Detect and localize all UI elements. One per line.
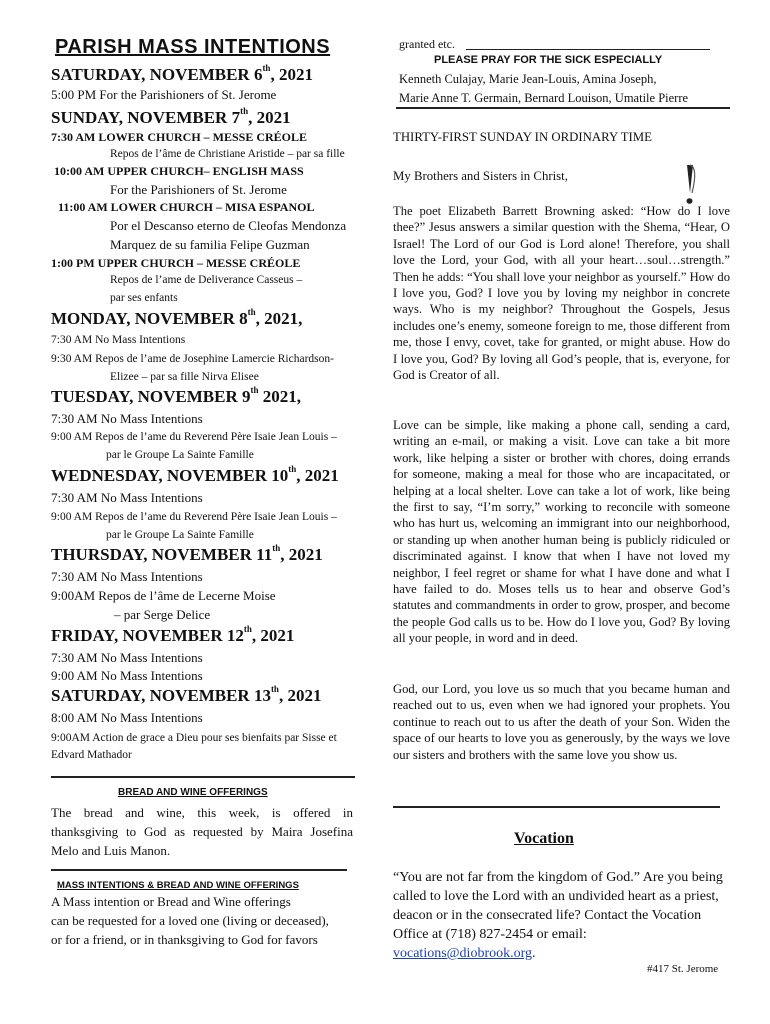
mass-entry: 8:00 AM No Mass Intentions — [51, 710, 203, 725]
divider — [396, 107, 730, 109]
day-heading: THURSDAY, NOVEMBER 11th, 2021 — [51, 543, 323, 564]
mass-intention: – par Serge Delice — [114, 607, 211, 622]
mass-intention: For the Parishioners of St. Jerome — [110, 182, 287, 197]
mass-intention: Repos de l’ame de Deliverance Casseus – — [110, 274, 303, 286]
mass-entry: 1:00 PM UPPER CHURCH – MESSE CRÉOLE — [51, 256, 301, 270]
day-heading: WEDNESDAY, NOVEMBER 10th, 2021 — [51, 464, 339, 485]
divider — [393, 806, 720, 808]
mass-intentions-line: can be requested for a loved one (living or deceased), — [51, 913, 329, 928]
sick-heading: PLEASE PRAY FOR THE SICK ESPECIALLY — [434, 54, 663, 66]
mass-entry: 5:00 PM For the Parishioners of St. Jerome — [51, 87, 277, 102]
day-heading: MONDAY, NOVEMBER 8th, 2021, — [51, 307, 303, 328]
mass-entry: 7:30 AM No Mass Intentions — [51, 411, 203, 426]
reflection-paragraph: God, our Lord, you love us so much that you became human and reached out to us, even when we had ignored your prophets. You continue to reach out to us after the death of your Son. Widen the space of our hearts to love you as generously, by the ways we love our sisters and brothers with the same love you show us. — [393, 682, 730, 762]
bread-wine-line: thanksgiving to God as requested by Maira Josefina — [51, 824, 353, 839]
mass-intentions-line: A Mass intention or Bread and Wine offerings — [51, 894, 291, 909]
mass-entry: 9:00 AM Repos de l’ame du Reverend Père Isaie Jean Louis – — [51, 431, 337, 443]
mass-entry: 10:00 AM UPPER CHURCH– ENGLISH MASS — [54, 164, 304, 178]
mass-entry: 7:30 AM LOWER CHURCH – MESSE CRÉOLE — [51, 130, 308, 144]
mass-intention: Marquez de su familia Felipe Guzman — [110, 237, 310, 252]
mass-intention: Por el Descanso eterno de Cleofas Mendonza — [110, 218, 347, 233]
mass-intention: par le Groupe La Sainte Famille — [106, 529, 254, 541]
day-heading: SATURDAY, NOVEMBER 6th, 2021 — [51, 63, 313, 84]
divider — [51, 776, 355, 778]
vocation-heading: Vocation — [514, 830, 574, 847]
bread-wine-line: Melo and Luis Manon. — [51, 843, 171, 858]
reflection-greeting: My Brothers and Sisters in Christ, — [393, 169, 568, 183]
mass-entry: 9:00AM Repos de l’âme de Lecerne Moise — [51, 588, 276, 603]
vocation-text — [393, 868, 723, 963]
mass-intention: par le Groupe La Sainte Famille — [106, 449, 254, 461]
continued-text: granted etc. — [399, 37, 455, 51]
vocation-body: “You are not far from the kingdom of God.” Are you being called to love the Lord with an undivided heart as a priest, deacon or in the consecrated life? Contact the Vocation Office at (718) 827-2454 or email: — [393, 870, 723, 942]
reflection-paragraph: Love can be simple, like making a phone call, sending a card, writing an e-mail, or making a visit. Love can take a bit more work, like helping a sister or brother with chores, doing errands for someone, making a meal for those who are incapacitated, or helping at a local shelter. Love can take a lot of work, like being the first to say, “I’m sorry,” working to reconcile with someone who has hurt us, welcoming an immigrant into our neighborhood, or standing up when another human being is publicly ridiculed or discriminated against. I know that when I have not loved my neighbor, I feel regret or shame for what I have done and what I have failed to do. Moses tells us to hear and observe God’s statutes and commandments in order to grow, prosper, and become the people God calls us to be. How do I love you, God? By loving all your people, in word and in deed. — [393, 418, 730, 646]
mass-intention: Edvard Mathador — [51, 749, 132, 761]
page-footer: #417 St. Jerome — [647, 963, 719, 975]
page-title: PARISH MASS INTENTIONS — [55, 36, 331, 58]
reflection-paragraph: The poet Elizabeth Barrett Browning asked: “How do I love thee?” Jesus answers a similar question with the Shema, “Hear, O Israel! The Lord of our God is Lord alone! Therefore, you shall love the Lord, your God, with all your heart…soul…strength.” Then he adds: “You shall love your neighbor as yourself.” How do I love you, God? I love you by loving my neighbor in concrete ways. Who is my neighbor? Throughout the Gospels, Jesus includes one’s enemy, someone foreign to me, those different from me, those I envy, covet, take for granted, or might abuse. How do I love you, God? By loving all God’s people, that is, everyone, for God is Creator of all. — [393, 204, 730, 383]
day-heading: SATURDAY, NOVEMBER 13th, 2021 — [51, 684, 322, 705]
mass-entry: 7:30 AM No Mass Intentions — [51, 334, 186, 346]
mass-entry: 9:00 AM No Mass Intentions — [51, 668, 203, 683]
mass-entry: 7:30 AM No Mass Intentions — [51, 569, 203, 584]
mass-entry: 7:30 AM No Mass Intentions — [51, 650, 203, 665]
bread-wine-heading: BREAD AND WINE OFFERINGS — [118, 787, 268, 798]
mass-intention: par ses enfants — [110, 292, 178, 304]
divider — [51, 869, 347, 871]
sick-names: Marie Anne T. Germain, Bernard Louison, Umatile Pierre — [399, 91, 689, 105]
vocation-period: . — [532, 946, 536, 961]
mass-entry: 9:00AM Action de grace a Dieu pour ses bienfaits par Sisse et — [51, 732, 337, 744]
mass-entry: 7:30 AM No Mass Intentions — [51, 490, 203, 505]
sick-names: Kenneth Culajay, Marie Jean-Louis, Amina Joseph, — [399, 72, 657, 86]
mass-entry: 9:00 AM Repos de l’ame du Reverend Père Isaie Jean Louis – — [51, 511, 337, 523]
day-heading: FRIDAY, NOVEMBER 12th, 2021 — [51, 624, 295, 645]
mass-intentions-heading: MASS INTENTIONS & BREAD AND WINE OFFERINGS — [57, 880, 299, 891]
vocation-email-link[interactable]: vocations@diobrook.org — [393, 946, 533, 961]
divider — [466, 49, 710, 50]
day-heading: SUNDAY, NOVEMBER 7th, 2021 — [51, 106, 291, 127]
mass-intention: Elizee – par sa fille Nirva Elisee — [110, 371, 259, 383]
bread-wine-line: The bread and wine, this week, is offered in — [51, 805, 353, 820]
mass-entry: 11:00 AM LOWER CHURCH – MISA ESPANOL — [58, 200, 315, 214]
mass-intention: Repos de l’âme de Christiane Aristide – par sa fille — [110, 148, 345, 160]
mass-intentions-line: or for a friend, or in thanksgiving to God for favors — [51, 932, 318, 947]
mass-entry: 9:30 AM Repos de l’ame de Josephine Lamercie Richardson- — [51, 353, 334, 365]
day-heading: TUESDAY, NOVEMBER 9th 2021, — [51, 385, 301, 406]
reflection-heading: THIRTY-FIRST SUNDAY IN ORDINARY TIME — [393, 130, 652, 144]
